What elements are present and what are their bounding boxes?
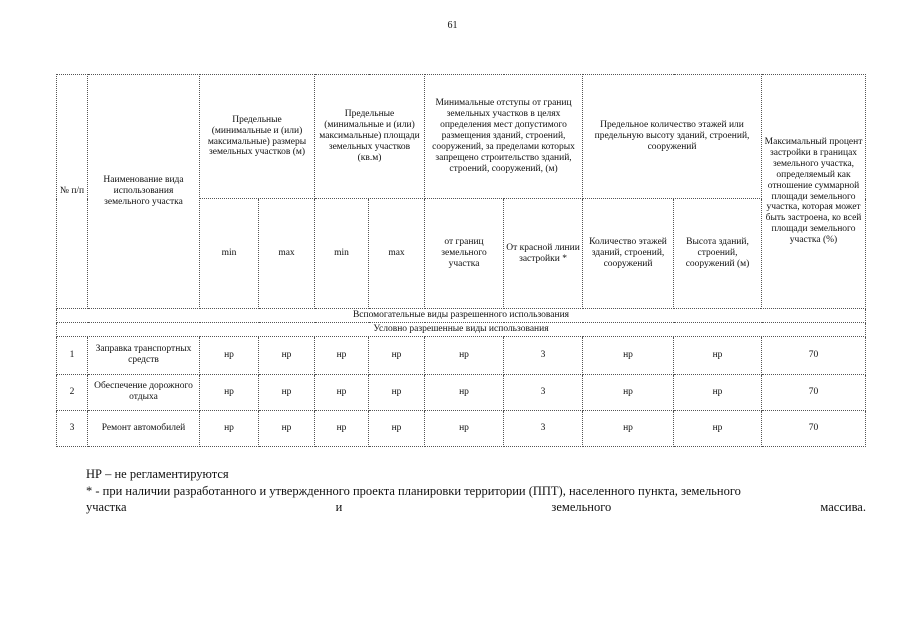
row-percent: 70 (762, 410, 866, 446)
row-area-max: нр (369, 374, 425, 410)
row-num: 1 (57, 336, 88, 374)
row-area-max: нр (369, 410, 425, 446)
row-height: нр (674, 336, 762, 374)
row-num: 3 (57, 410, 88, 446)
footnote-star-continued (86, 500, 866, 515)
row-size-min: нр (200, 374, 259, 410)
row-setback-red: 3 (504, 336, 583, 374)
row-setback-border: нр (425, 410, 504, 446)
header-row-main (57, 75, 866, 199)
footnote-word: земельного (551, 500, 612, 514)
row-size-min: нр (200, 336, 259, 374)
row-area-min: нр (315, 374, 369, 410)
table-row (57, 336, 866, 374)
header-setback-border: от границ земельного участка (425, 199, 504, 309)
row-size-max: нр (259, 336, 315, 374)
header-setback-red-line: От красной линии застройки * (504, 199, 583, 309)
row-percent: 70 (762, 336, 866, 374)
footnote-word: массива. (820, 500, 866, 514)
row-size-max: нр (259, 410, 315, 446)
land-use-regulations-table (56, 74, 866, 447)
page-number: 61 (447, 20, 458, 31)
row-height: нр (674, 374, 762, 410)
row-floors: нр (583, 374, 674, 410)
row-num: 2 (57, 374, 88, 410)
header-size-min: min (200, 199, 259, 309)
footnote-nr: НР – не регламентируются (86, 467, 229, 481)
row-setback-red: 3 (504, 410, 583, 446)
row-name: Обеспечение дорожного отдыха (88, 374, 200, 410)
header-num: № п/п (57, 75, 88, 309)
row-setback-border: нр (425, 336, 504, 374)
footnote-word: участка (86, 500, 127, 514)
header-size-max: max (259, 199, 315, 309)
row-floors: нр (583, 336, 674, 374)
row-size-min: нр (200, 410, 259, 446)
footnote-word: и (335, 500, 343, 514)
header-percent: Максимальный процент застройки в границах земельного участка, определяемый как отношение суммарной площади земельного участка, которая может быть застроена, ко всей площади земельного участка (%) (762, 75, 866, 309)
row-area-min: нр (315, 336, 369, 374)
section-auxiliary-row (57, 309, 866, 323)
row-area-max: нр (369, 336, 425, 374)
header-floors: Предельное количество этажей или предельную высоту зданий, строений, сооружений (583, 75, 762, 199)
row-setback-red: 3 (504, 374, 583, 410)
header-name: Наименование вида использования земельного участка (88, 75, 200, 309)
section-conditional: Условно разрешенные виды использования (57, 322, 866, 336)
row-setback-border: нр (425, 374, 504, 410)
section-conditional-row (57, 322, 866, 336)
header-height: Высота зданий, строений, сооружений (м) (674, 199, 762, 309)
header-area: Предельные (минимальные и (или) максимальные) площади земельных участков (кв.м) (315, 75, 425, 199)
header-area-min: min (315, 199, 369, 309)
row-name: Ремонт автомобилей (88, 410, 200, 446)
header-area-max: max (369, 199, 425, 309)
section-auxiliary: Вспомогательные виды разрешенного использования (57, 309, 866, 323)
footnote-star: * - при наличии разработанного и утвержденного проекта планировки территории (ППТ), населенного пункта, земельного (86, 484, 741, 498)
row-name: Заправка транспортных средств (88, 336, 200, 374)
row-size-max: нр (259, 374, 315, 410)
header-setback: Минимальные отступы от границ земельных участков в целях определения мест допустимого размещения зданий, строений, сооружений, за пределами которых запрещено строительство зданий, строений, сооружений, (м) (425, 75, 583, 199)
row-height: нр (674, 410, 762, 446)
row-percent: 70 (762, 374, 866, 410)
header-size: Предельные (минимальные и (или) максимальные) размеры земельных участков (м) (200, 75, 315, 199)
header-floor-count: Количество этажей зданий, строений, сооружений (583, 199, 674, 309)
table-row (57, 410, 866, 446)
row-floors: нр (583, 410, 674, 446)
row-area-min: нр (315, 410, 369, 446)
table-row (57, 374, 866, 410)
